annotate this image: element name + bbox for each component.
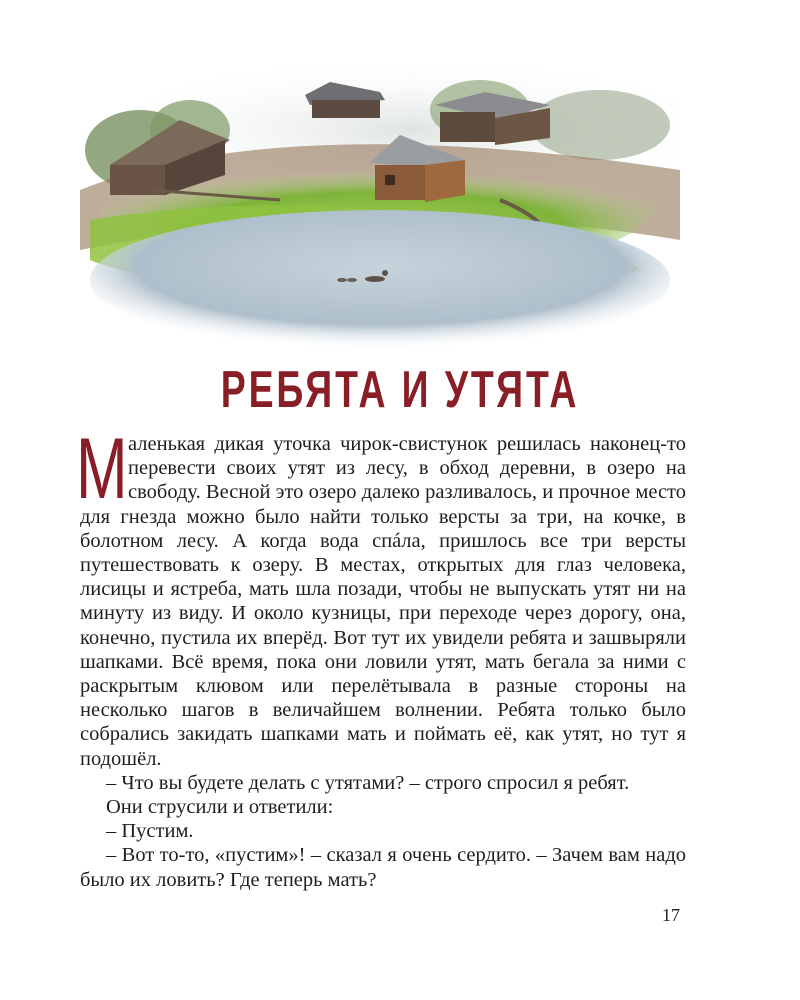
- dialogue-line: – Что вы будете делать с утятами? – строго спросил я ребят.: [106, 771, 630, 794]
- village-lake-icon: [80, 70, 680, 350]
- paragraph: [76, 421, 686, 771]
- paragraph: Они струсили и ответили:: [106, 796, 334, 819]
- paragraph-text: аленькая дикая уточка чирок-свистунок решилась наконец-то перевести своих утят из лесу, в обход деревни, в озеро на свободу. Весной это озеро далеко разливалось, и прочное место для гнезда можно было найти только версты за три, на кочке, в болотном лесу. А когда вода спáла, пришлось все три версты путешествовать к озеру. В местах, открытых для глаз человека, лисицы и ястреба, мать шла позади, чтобы не выпускать утят ни на минуту из виду. И около кузницы, при переходе через дорогу, она, конечно, пустила их вперёд. Вот тут их увидели ребята и зашвыряли шапками. Всё время, пока они ловили утят, мать бегала за ними с раскрытым клювом или перелётывала в разные стороны на несколько шагов в величайшем волнении. Ребята только было собрались закидать шапками мать и поймать её, как утят, но тут я подошёл.: [80, 433, 686, 770]
- story-title: РЕБЯТА И УТЯТА: [220, 361, 580, 419]
- dropcap: М: [76, 421, 128, 517]
- page-number: 17: [662, 905, 680, 925]
- story-text: [76, 421, 686, 892]
- dialogue-line: – Пустим.: [106, 820, 194, 843]
- village-lake-illustration: [80, 70, 680, 350]
- dialogue-line: – Вот то-то, «пустим»! – сказал я очень сердито. – Зачем вам надо было их ловить? Где теперь мать?: [80, 844, 686, 891]
